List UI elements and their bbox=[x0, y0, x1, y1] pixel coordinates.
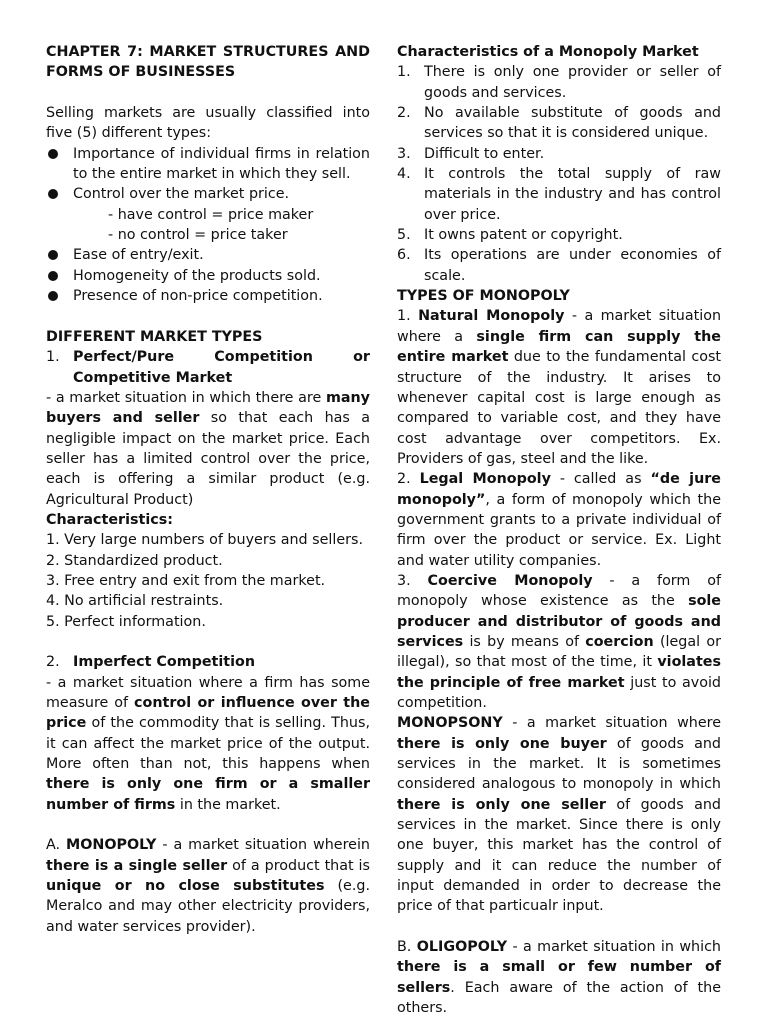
monopoly-characteristics-heading: Characteristics of a Monopoly Market bbox=[397, 44, 699, 60]
bullet-item: Importance of individual firms in relation to the entire market in which they sell. bbox=[46, 144, 370, 185]
characteristic-item: 3. Free entry and exit from the market. bbox=[46, 572, 326, 589]
characteristic-item: 2. Standardized product. bbox=[46, 552, 223, 569]
oligopoly-paragraph: B. OLIGOPOLY - a market situation in which there is a small or few number of sellers. Each aware of the action of the others. bbox=[397, 939, 721, 1017]
list-item: 2. No available substitute of goods and services so that it is considered unique. bbox=[397, 105, 721, 142]
imperfect-competition-definition: - a market situation where a firm has some measure of control or influence over the price of the commodity that is selling. Thus, it can affect the market price of the output. More often than not, this happens when there is only one firm or a smaller number of firms in the market. bbox=[46, 674, 370, 813]
chapter-title: CHAPTER 7: MARKET STRUCTURES AND FORMS OF BUSINESSES bbox=[46, 44, 370, 81]
list-item: 5. It owns patent or copyright. bbox=[397, 227, 623, 244]
characteristic-item: 5. Perfect information. bbox=[46, 613, 206, 630]
monopoly-definition: A. MONOPOLY - a market situation wherein there is a single seller of a product that is unique or no close substitutes (e.g. Meralco and may other electricity providers, and water services provider). bbox=[46, 837, 370, 935]
bullet-item: Homogeneity of the products sold. bbox=[46, 266, 370, 286]
list-item: 3. Difficult to enter. bbox=[397, 145, 545, 162]
price-maker-line: - have control = price maker bbox=[108, 206, 314, 223]
bullet-item: Control over the market price. bbox=[46, 184, 370, 204]
monopsony-paragraph: MONOPSONY - a market situation where there is only one buyer of goods and services in the market. It is sometimes considered analogous to monopoly in which there is only one seller of goods and services in the market. Since there is only one buyer, this market has the control of supply and it can reduce the number of input demanded in order to decrease the price of that particualr input. bbox=[397, 715, 722, 915]
perfect-competition-title: Perfect/Pure Competition or Competitive Market bbox=[73, 349, 370, 386]
classification-list-cont bbox=[46, 245, 370, 306]
item-number: 2. bbox=[46, 654, 60, 671]
bullet-item: Ease of entry/exit. bbox=[46, 245, 370, 265]
price-taker-line: - no control = price taker bbox=[108, 227, 288, 244]
imperfect-competition-heading bbox=[46, 652, 370, 672]
list-item: 6. Its operations are under economies of scale. bbox=[397, 247, 721, 284]
legal-monopoly-paragraph: 2. Legal Monopoly - called as “de jure monopoly”, a form of monopoly which the government grants to a private individual of firm over the product or service. Ex. Light and water utility companies. bbox=[397, 471, 721, 569]
characteristic-item: 4. No artificial restraints. bbox=[46, 593, 224, 610]
market-types-heading: DIFFERENT MARKET TYPES bbox=[46, 328, 263, 345]
classification-list bbox=[46, 144, 370, 205]
perfect-competition-heading bbox=[46, 347, 370, 388]
characteristic-item: 1. Very large numbers of buyers and sellers. bbox=[46, 532, 363, 549]
list-item: 1. There is only one provider or seller of goods and services. bbox=[397, 64, 721, 101]
characteristics-label: Characteristics: bbox=[46, 511, 173, 528]
bullet-item: Presence of non-price competition. bbox=[46, 286, 370, 306]
intro-paragraph: Selling markets are usually classified into five (5) different types: bbox=[46, 105, 370, 142]
imperfect-competition-title: Imperfect Competition bbox=[73, 654, 256, 671]
natural-monopoly-paragraph: 1. Natural Monopoly - a market situation where a single firm can supply the entire market due to the fundamental cost structure of the industry. It arises to whenever capital cost is large enough as compared to variable cost, and they have cost advantage over competitors. Ex. Providers of gas, steel and the like. bbox=[397, 308, 722, 467]
item-number: 1. bbox=[46, 349, 60, 366]
list-item: 4. It controls the total supply of raw materials in the industry and has control over price. bbox=[397, 166, 721, 223]
types-of-monopoly-heading: TYPES OF MONOPOLY bbox=[397, 288, 570, 305]
left-column bbox=[46, 42, 370, 937]
perfect-competition-definition: - a market situation in which there are many buyers and seller so that each has a negligible impact on the market price. Each seller has a limited control over the price, each is offering a similar product (e.g. Agricultural Product) bbox=[46, 389, 370, 508]
monopoly-characteristics-list bbox=[397, 62, 721, 286]
right-column bbox=[397, 42, 721, 1019]
coercive-monopoly-paragraph: 3. Coercive Monopoly - a form of monopoly whose existence as the sole producer and distributor of goods and services is by means of coercion (legal or illegal), so that most of the time, it violates the principle of free market just to avoid competition. bbox=[397, 572, 721, 711]
